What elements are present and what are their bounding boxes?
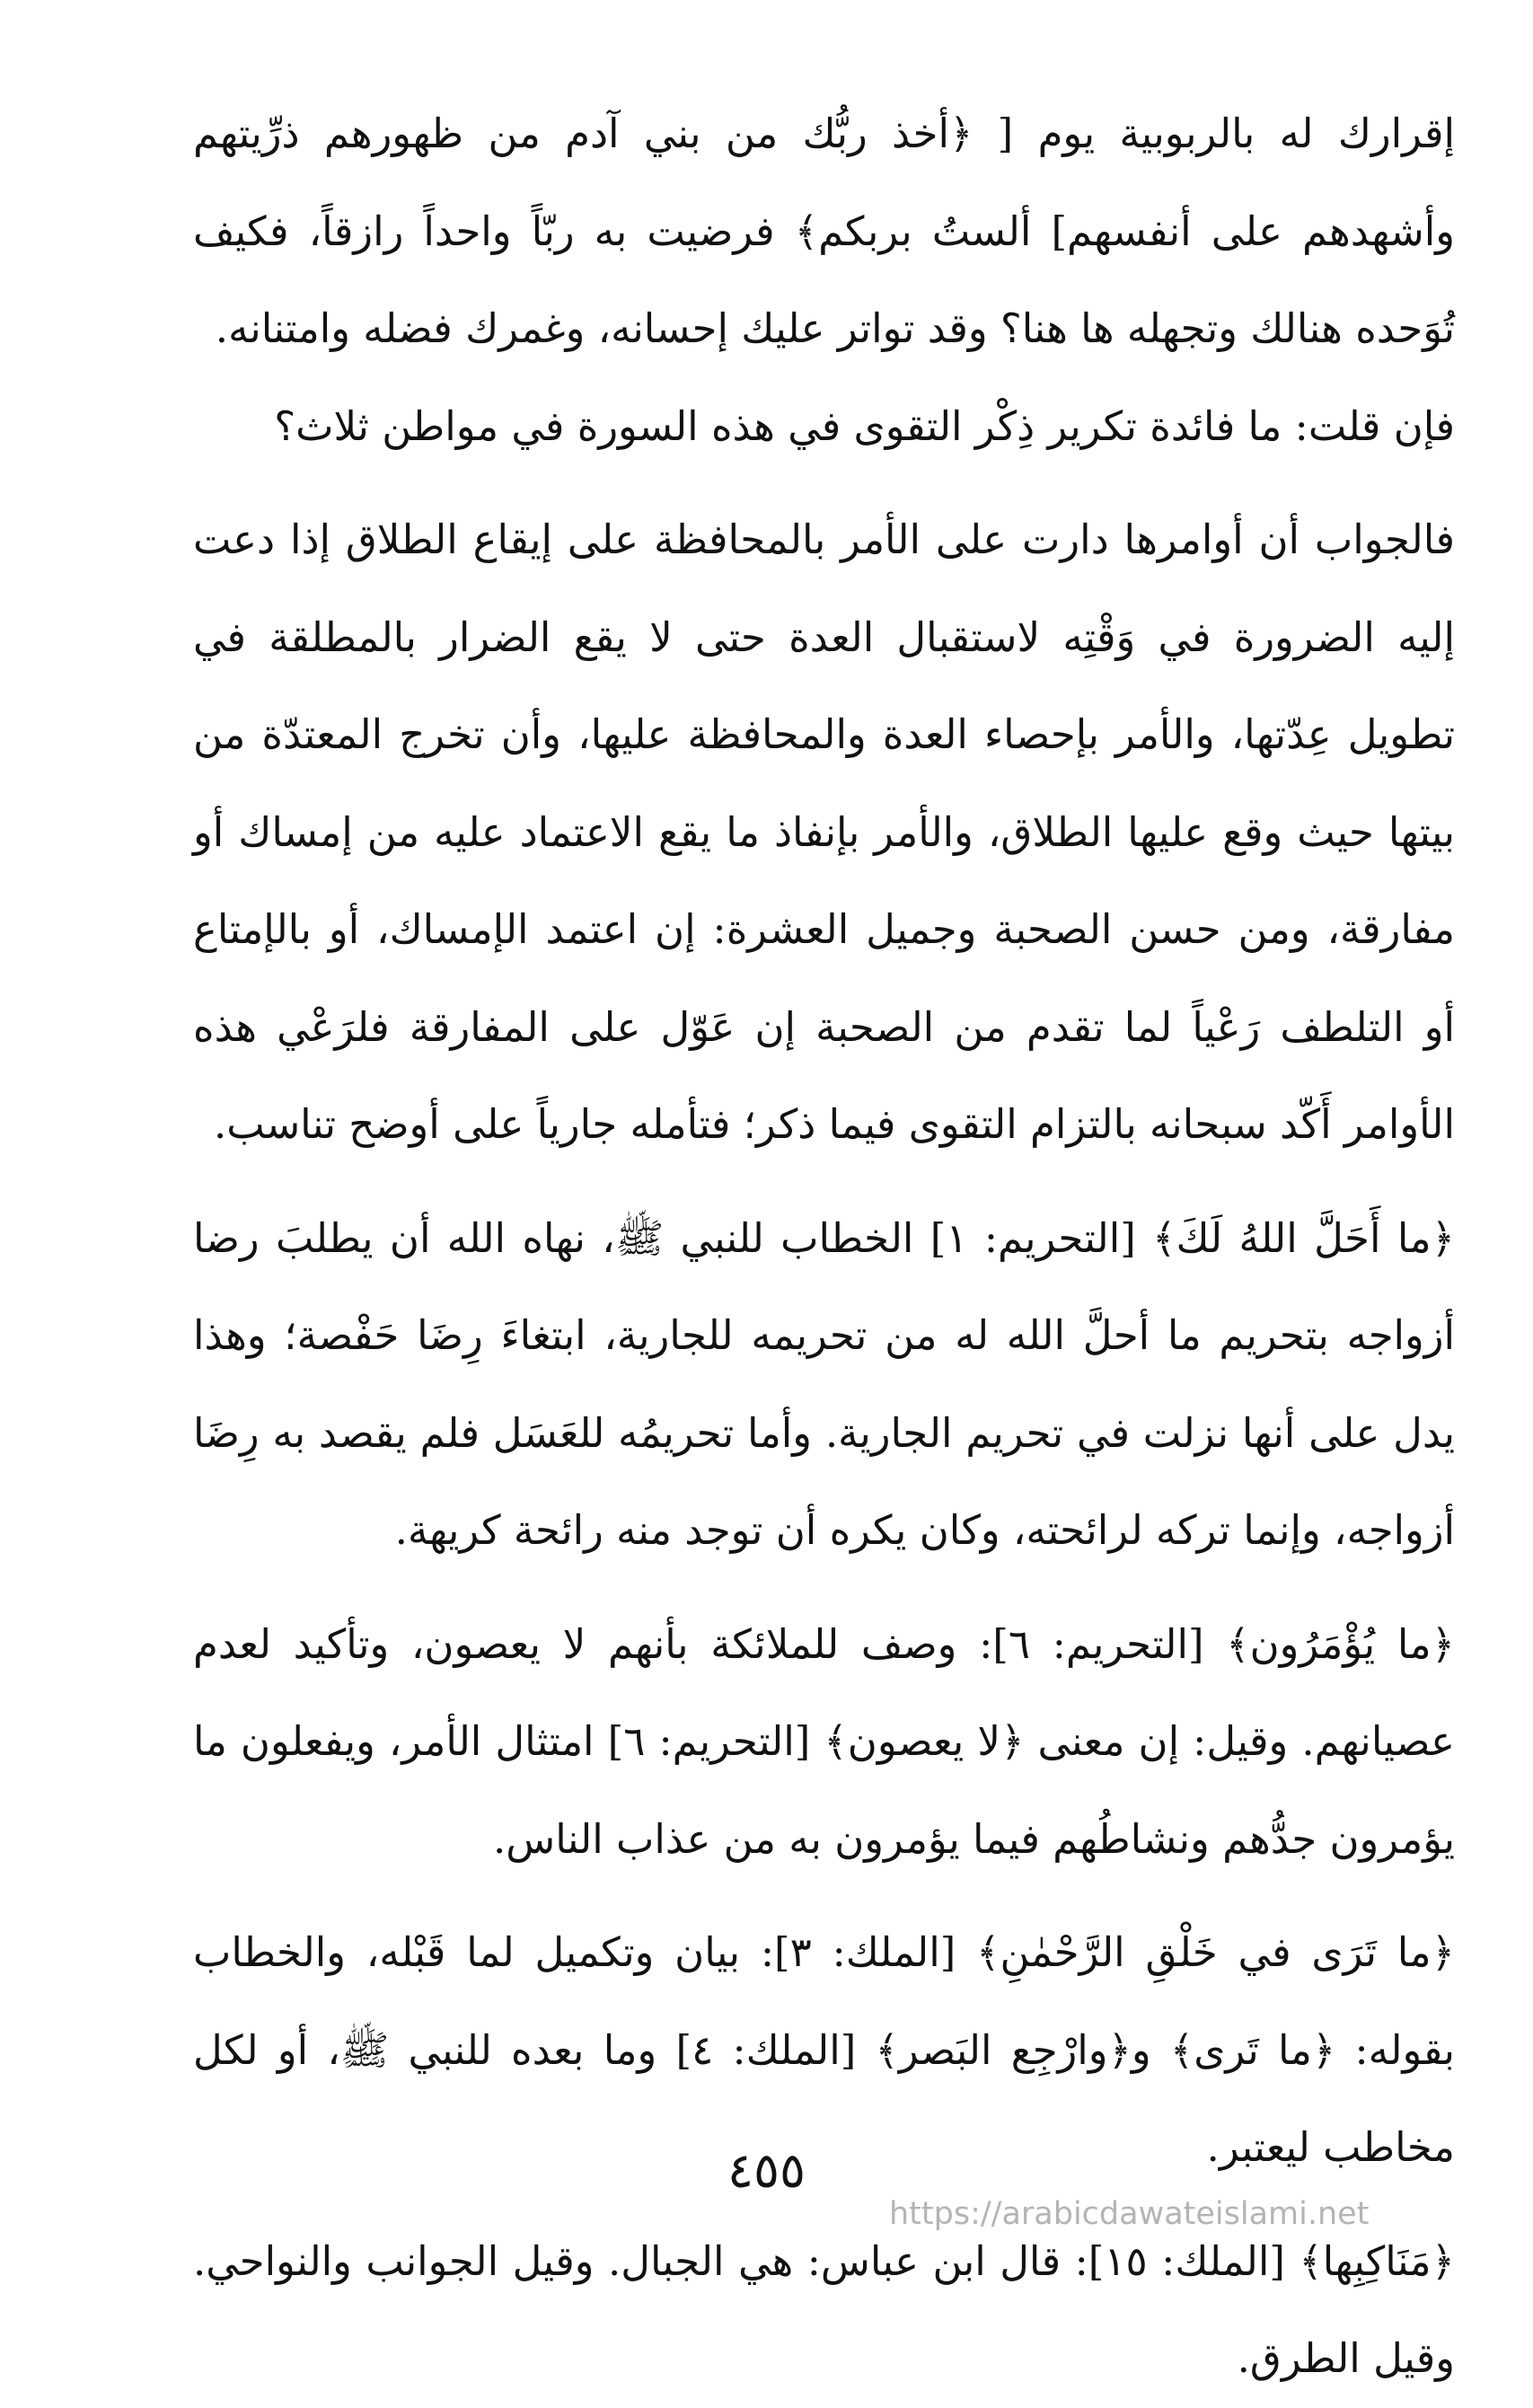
page-number: ٤٥٥ bbox=[727, 2142, 806, 2199]
paragraph-7: ﴿مَنَاكِبِها﴾ [الملك: ١٥]: قال ابن عباس: هي الجبال. وقيل الجوانب والنواحي. وقيل الطرق. bbox=[193, 2236, 1455, 2382]
watermark-url: https://arabicdawateislami.net bbox=[889, 2196, 1370, 2232]
book-page-text bbox=[193, 85, 1455, 2408]
paragraph-gap bbox=[193, 1174, 1455, 1190]
paragraph-gap bbox=[193, 1888, 1455, 1904]
paragraph-4: ﴿ما أَحَلَّ اللهُ لَكَ﴾ [التحريم: ١] الخطاب للنبي ﷺ، نهاه الله أن يطلبَ رضا أزواجه بتحريم ما أحلَّ الله له من تحريمه للجارية، ابتغاءَ رِضَا حَفْصة؛ وهذا يدل على أنها نزلت في تحريم الجارية. وأما تحريمُه للعَسَل فلم يقصد به رِضَا أزواجه، وإنما تركه لرائحته، وكان يكره أن توجد منه رائحة كريهة. bbox=[193, 1213, 1456, 1554]
paragraph-gap bbox=[193, 1580, 1455, 1596]
paragraph-gap bbox=[193, 475, 1455, 491]
paragraph-2: فإن قلت: ما فائدة تكرير ذِكْر التقوى في هذه السورة في مواطن ثلاث؟ bbox=[274, 401, 1455, 450]
paragraph-6: ﴿ما تَرَى في خَلْقِ الرَّحْمٰنِ﴾ [الملك: ٣]: بيان وتكميل لما قَبْله، والخطاب بقوله: ﴿ما تَرى﴾ و﴿وارْجِع البَصر﴾ [الملك: ٤] وما بعده للنبي ﷺ، أو لكل مخاطب ليعتبر. bbox=[193, 1928, 1455, 2171]
paragraph-1: إقرارك له بالربوبية يوم [ ﴿أخذ ربُّك من بني آدم من ظهورهم ذرِّيتهم وأشهدهم على أنفسهم] ألستُ بربكم﴾ فرضيت به ربّاً واحداً رازقاً، فكيف تُوَحده هنالك وتجهله ها هنا؟ وقد تواتر عليك إحسانه، وغمرك فضله وامتنانه. bbox=[193, 110, 1455, 352]
paragraph-5: ﴿ما يُؤْمَرُون﴾ [التحريم: ٦]: وصف للملائكة بأنهم لا يعصون، وتأكيد لعدم عصيانهم. وقيل: إن معنى ﴿لا يعصون﴾ [التحريم: ٦] امتثال الأمر، ويفعلون ما يؤمرون جدُّهم ونشاطُهم فيما يؤمرون به من عذاب الناس. bbox=[193, 1619, 1455, 1863]
paragraph-3: فالجواب أن أوامرها دارت على الأمر بالمحافظة على إيقاع الطلاق إذا دعت إليه الضرورة في وَقْتِه لاستقبال العدة حتى لا يقع الضرار بالمطلقة في تطويل عِدّتها، والأمر بإحصاء العدة والمحافظة عليها، وأن تخرج المعتدّة من بيتها حيث وقع عليها الطلاق، والأمر بإنفاذ ما يقع الاعتماد عليه من إمساك أو مفارقة، ومن حسن الصحبة وجميل العشرة: إن اعتمد الإمساك، أو بالإمتاع أو التلطف رَعْياً لما تقدم من الصحبة إن عَوّل على المفارقة فلرَعْي هذه الأوامر أَكّد سبحانه بالتزام التقوى فيما ذكر؛ فتأمله جارياً على أوضح تناسب. bbox=[193, 516, 1455, 1148]
